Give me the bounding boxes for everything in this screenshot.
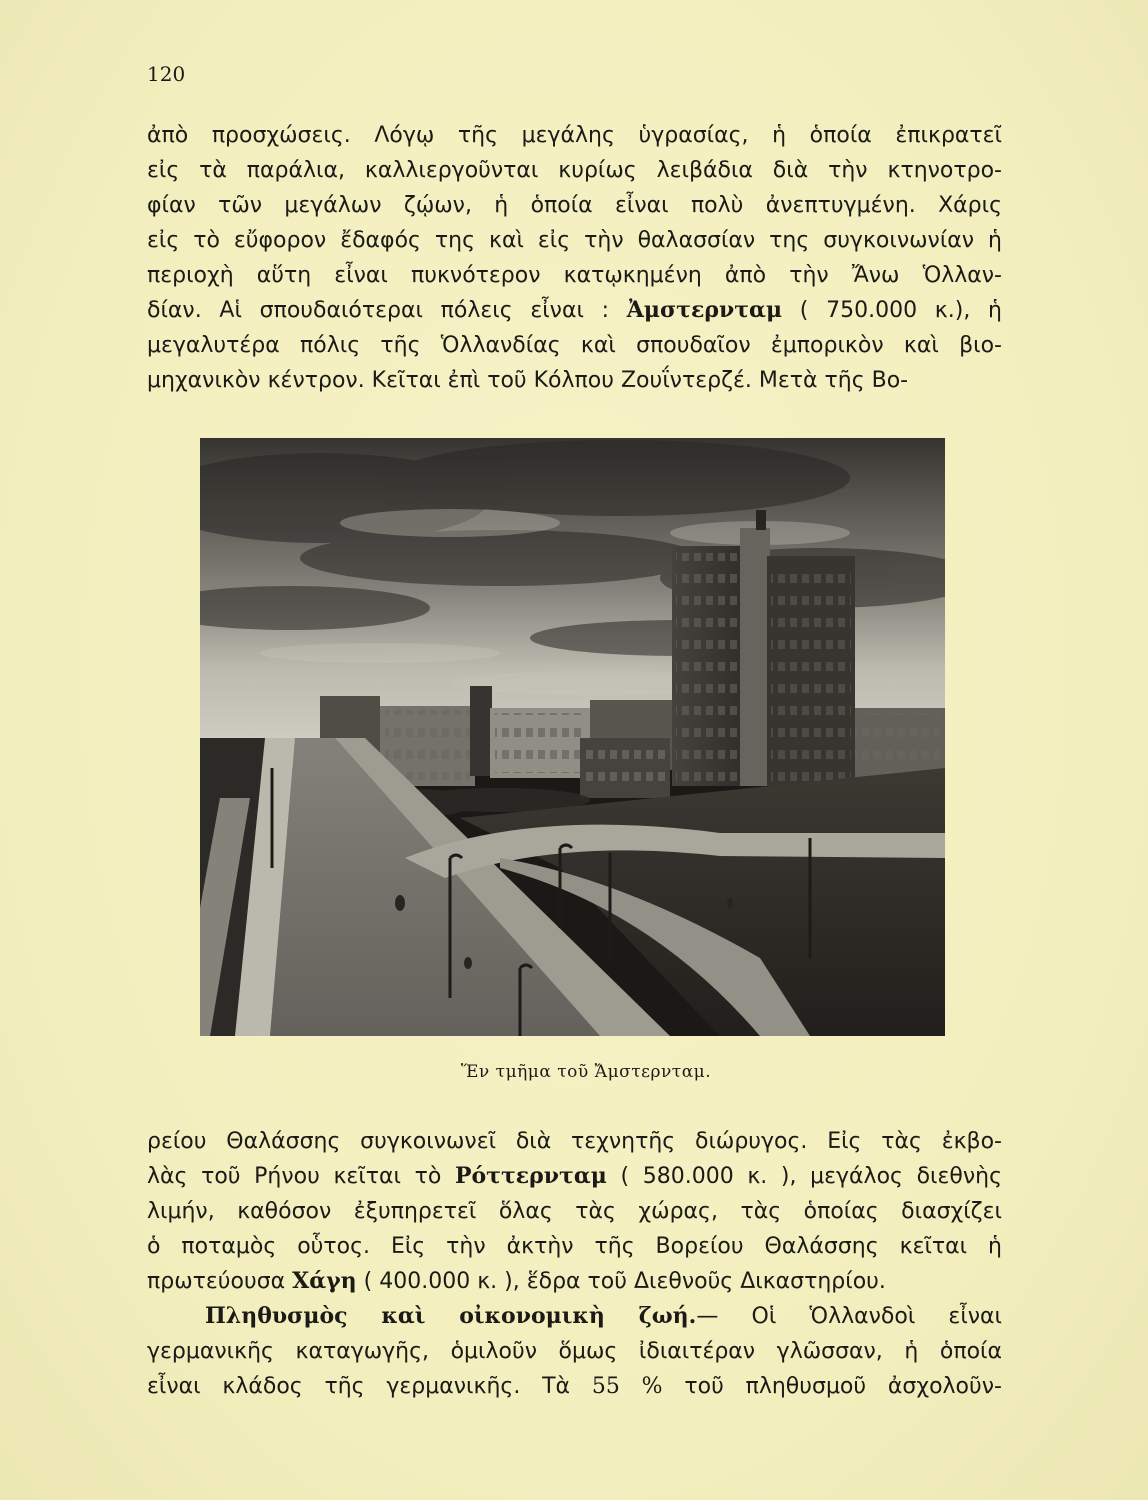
text-line: ἀπὸ προσχώσεις. Λόγῳ τῆς μεγάλης ὑγρασίας, ἡ ὁποία ἐπικρατεῖ	[147, 123, 1002, 148]
text-line: ρείου Θαλάσσης συγκοινωνεῖ διὰ τεχνητῆς διώρυγος. Εἰς τὰς ἐκβο-	[147, 1129, 1002, 1154]
text-line: φίαν τῶν μεγάλων ζῴων, ἡ ὁποία εἶναι πολὺ ἀνεπτυγμένη. Χάρις	[147, 193, 1002, 218]
text-line: εἰς τὸ εὔφορον ἔδαφός της καὶ εἰς τὴν θαλασσίαν της συγκοινωνίαν ἡ	[147, 228, 1002, 253]
text-line: εἰς τὰ παράλια, καλλιεργοῦνται κυρίως λειβάδια διὰ τὴν κτηνοτρο-	[147, 158, 1002, 183]
text-line: ὁ ποταμὸς οὗτος. Εἰς τὴν ἀκτὴν τῆς Βορείου Θαλάσσης κεῖται ἡ	[147, 1234, 1002, 1259]
city-name-rotterdam: Ρόττερνταμ	[454, 1163, 607, 1189]
page-number: 120	[147, 62, 186, 86]
text-line: λιμήν, καθόσον ἐξυπηρετεῖ ὅλας τὰς χώρας, τὰς ὁποίας διασχίζει	[147, 1199, 1002, 1224]
text-line: δίαν. Αἱ σπουδαιότεραι πόλεις εἶναι : Ἀμστερνταμ ( 750.000 κ.), ἡ	[147, 297, 1003, 323]
text-line: Πληθυσμὸς καὶ οἰκονομικὴ ζωή.— Οἱ Ὁλλανδοὶ εἶναι	[205, 1303, 1002, 1329]
text-line: πρωτεύουσα Χάγη ( 400.000 κ. ), ἕδρα τοῦ Διεθνοῦς Δικαστηρίου.	[147, 1268, 886, 1294]
text-line: περιοχὴ αὕτη εἶναι πυκνότερον κατῳκημένη ἀπὸ τὴν Ἄνω Ὁλλαν-	[147, 263, 1002, 288]
paragraph-bottom	[147, 1124, 1002, 1299]
paragraph-final	[147, 1299, 1002, 1404]
text-line: γερμανικῆς καταγωγῆς, ὁμιλοῦν ὅμως ἰδιαιτέραν γλῶσσαν, ἡ ὁποία	[147, 1339, 1002, 1364]
city-name-amsterdam: Ἀμστερνταμ	[626, 297, 783, 323]
text-line: λὰς τοῦ Ρήνου κεῖται τὸ Ρόττερνταμ ( 580.000 κ. ), μεγάλος διεθνὴς	[147, 1163, 1002, 1189]
section-heading: Πληθυσμὸς καὶ οἰκονομικὴ ζωή.	[205, 1303, 697, 1329]
city-name-hague: Χάγη	[292, 1268, 357, 1294]
text-line: μηχανικὸν κέντρον. Κεῖται ἐπὶ τοῦ Κόλπου Ζουΐντερζέ. Μετὰ τῆς Βο-	[147, 368, 909, 393]
paragraph-top	[147, 118, 1002, 398]
figure-caption: Ἕν τμῆμα τοῦ Ἄμστερνταμ.	[460, 1062, 712, 1082]
text-line: εἶναι κλάδος τῆς γερμανικῆς. Τὰ 55 % τοῦ πληθυσμοῦ ἀσχολοῦν-	[147, 1374, 1002, 1399]
amsterdam-street-photo	[200, 438, 945, 1036]
text-line: μεγαλυτέρα πόλις τῆς Ὁλλανδίας καὶ σπουδαῖον ἐμπορικὸν καὶ βιο-	[147, 333, 1002, 358]
